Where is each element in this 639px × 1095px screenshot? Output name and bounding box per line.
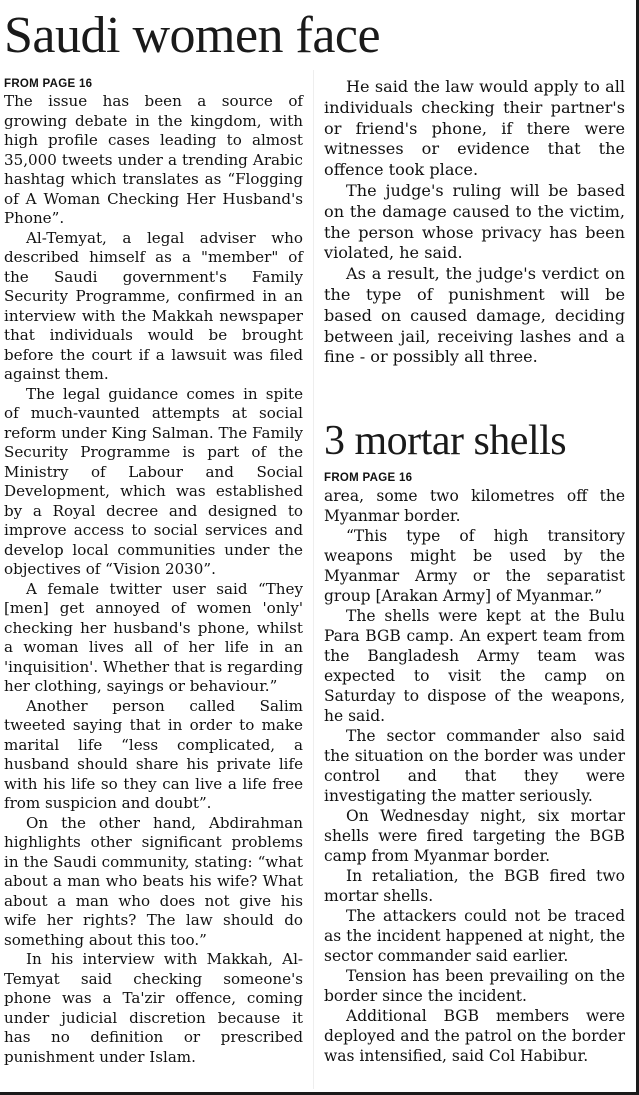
story2-paragraph: Additional BGB members were deployed and the patrol on the border was intensified, said Col Habibur. — [324, 1007, 625, 1066]
story2-paragraph: The sector commander also said the situation on the border was under control and that they were investigating the matter seriously. — [324, 727, 625, 806]
story1-paragraph: The issue has been a source of growing debate in the kingdom, with high profile cases leading to almost 35,000 tweets under a trending Arabic hashtag which translates as “Flogging of A Woman Checking Her Husband's Phone”. — [4, 92, 303, 227]
story1-paragraph: Another person called Salim tweeted saying that in order to make marital life “less complicated, a husband should share his private life with his life so they can live a life free from suspicion and doubt”. — [4, 696, 303, 812]
story2-paragraph: area, some two kilometres off the Myanmar border. — [324, 487, 625, 526]
story2-headline: 3 mortar shells — [324, 418, 567, 464]
story2-paragraph: On Wednesday night, six mortar shells were fired targeting the BGB camp from Myanmar border. — [324, 807, 625, 866]
story2-paragraph: Tension has been prevailing on the border since the incident. — [324, 967, 625, 1006]
story2-paragraph: “This type of high transitory weapons might be used by the Myanmar Army or the separatist group [Arakan Army] of Myanmar.” — [324, 527, 625, 606]
story1-column1 — [4, 76, 303, 1067]
story1-paragraph: In his interview with Makkah, Al-Temyat said checking someone's phone was a Ta'zir offence, coming under judicial discretion because it has no definition or prescribed punishment under Islam. — [4, 950, 303, 1066]
story1-jump-line: FROM PAGE 16 — [4, 78, 93, 90]
story2-paragraph: The attackers could not be traced as the incident happened at night, the sector commander said earlier. — [324, 907, 625, 966]
story1-paragraph: Al-Temyat, a legal adviser who described himself as a "member" of the Saudi government's Family Security Programme, confirmed in an interview with the Makkah newspaper that individuals would be brought before the court if a lawsuit was filed against them. — [4, 228, 303, 383]
story2-column — [324, 470, 625, 1066]
story1-paragraph: On the other hand, Abdirahman highlights other significant problems in the Saudi community, stating: “what about a man who beats his wife? What about a man who does not give his wife her rights? The law should do something about this too.” — [4, 813, 303, 949]
story1-paragraph: A female twitter user said “They [men] get annoyed of women 'only' checking her husband's phone, whilst a woman lives all of her life in an 'inquisition'. Whether that is regarding her clothing, sayings or behaviour.” — [4, 579, 303, 695]
story2-paragraph: The shells were kept at the Bulu Para BGB camp. An expert team from the Bangladesh Army team was expected to visit the camp on Saturday to dispose of the weapons, he said. — [324, 607, 625, 726]
story1-paragraph: He said the law would apply to all individuals checking their partner's or friend's phone, if there were witnesses or evidence that the offence took place. — [324, 77, 625, 180]
story1-headline: Saudi women face — [4, 7, 381, 64]
story2-jump-line: FROM PAGE 16 — [324, 472, 413, 484]
story1-paragraph: The judge's ruling will be based on the damage caused to the victim, the person whose privacy has been violated, he said. — [324, 180, 625, 263]
story1-paragraph: As a result, the judge's verdict on the type of punishment will be based on caused damage, deciding between jail, receiving lashes and a fine - or possibly all three. — [324, 264, 625, 367]
story1-paragraph: The legal guidance comes in spite of much-vaunted attempts at social reform under King Salman. The Family Security Programme is part of the Ministry of Labour and Social Development, which was established by a Royal decree and designed to improve access to social services and develop local communities under the objectives of “Vision 2030”. — [4, 384, 303, 578]
column-divider — [313, 70, 314, 1089]
story1-column2 — [324, 77, 625, 368]
story2-paragraph: In retaliation, the BGB fired two mortar shells. — [324, 867, 625, 906]
